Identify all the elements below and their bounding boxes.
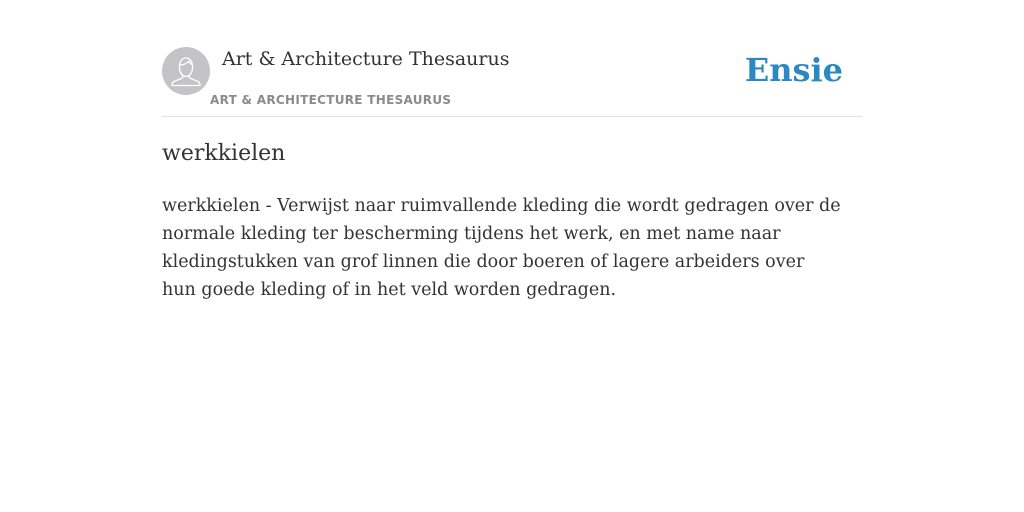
user-silhouette-icon <box>162 47 210 95</box>
avatar[interactable] <box>162 47 210 95</box>
entry-header <box>162 47 862 117</box>
category-label[interactable]: ART & ARCHITECTURE THESAURUS <box>210 93 452 107</box>
brand-logo[interactable]: Ensie <box>744 51 843 89</box>
author-name[interactable]: Art & Architecture Thesaurus <box>222 48 510 70</box>
entry-title: werkkielen <box>162 141 286 166</box>
entry-definition: werkkielen - Verwijst naar ruimvallende kleding die wordt gedragen over de normale kleding ter bescherming tijdens het werk, en met name naar kledingstukken van grof linnen die door boeren of lagere arbeiders over hun goede kleding of in het veld worden gedragen. <box>162 196 841 300</box>
